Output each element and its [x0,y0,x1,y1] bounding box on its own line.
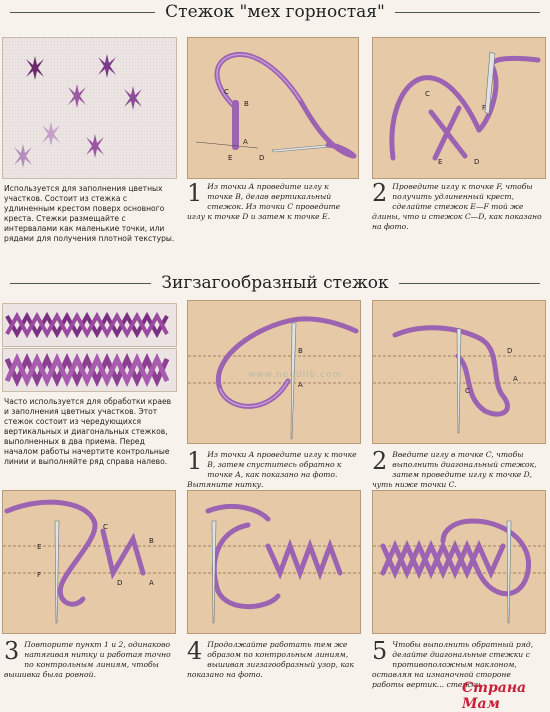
zigzag-step3-number: 3 [4,637,20,665]
section2-description: Часто используется для обработки краев и заполнения цветных участков. Этот стежок состоит из чередующихся вертикальных и диагональных стежков, выполненных в два приема. Перед началом работы начертите контрольные линии и выполняйте ряд справа налево. [4,397,172,466]
ermine-step2-photo [372,37,546,179]
zigzag-sample-photo-top [2,303,177,347]
point-label-d: D [259,154,265,162]
zigzag-sample-photo-bottom [2,348,177,392]
zigzag-step4-illustration [188,491,360,633]
title-rule-left [10,12,155,13]
point-label-a: A [298,381,303,389]
zigzag-step2-number: 2 [372,447,388,475]
zigzag-step2-illustration [373,301,545,443]
ermine-step1-photo [187,37,359,179]
section2-title: Зигзагообразный стежок [161,273,389,293]
zigzag-step5-text: Чтобы выполнить обратный ряд, делайте диагональные стежки с противоположным наклоном, оставляя на изнаночной стороне работы вертик... стежки. [372,640,534,689]
zigzag-step2-photo [372,300,546,444]
zigzag-step2-caption [372,447,542,490]
ermine-step2-illustration [373,38,545,178]
ermine-step2-caption [372,179,542,232]
watermark: www.needlib.com [248,370,343,380]
point-label-b: B [244,100,249,108]
zigzag-band-illustration [3,304,176,346]
ermine-stitch-photo [2,37,177,179]
point-label-d: D [507,347,513,355]
zigzag-step5-number: 5 [372,637,388,665]
zigzag-step2-text: Введите иглу в точке C, чтобы выполнить диагональный стежок, затем проведите иглу к точке D, чуть ниже точки C. [372,450,537,489]
section1-description: Используется для заполнения цветных участков. Состоит из стежка с удлиненным крестом поверх основного креста. Стежки размещайте с интервалами как маленькие точки, или рядами для получения плотной текстуры. [4,184,175,243]
ermine-step1-text: Из точки A проведите иглу к точке B, делав вертикальный стежок. Из точки C проведите иглу к точке D и затем к точке E. [187,182,341,221]
point-label-e: E [228,154,233,162]
ermine-step1-illustration [188,38,358,178]
point-label-c: C [103,523,108,531]
ermine-step2-number: 2 [372,179,388,207]
zigzag-step1-text: Из точки A проведите иглу к точке B, затем спуститесь обратно к точке A, как показано на фото. Вытяните нитку. [187,450,357,489]
point-label-e: E [438,158,443,166]
point-label-b: B [149,537,154,545]
zigzag-step5-photo [372,490,546,634]
title-rule-right [395,12,540,13]
zigzag-step3-illustration [3,491,175,633]
zigzag-step5-illustration [373,491,545,633]
point-label-c: C [224,88,229,96]
section2-title-bar [0,272,550,294]
section1-title-bar [0,2,550,22]
ermine-step1-caption [187,179,355,222]
point-label-a: A [149,579,154,587]
ermine-stitch-sample-illustration [3,38,176,178]
point-label-d: D [117,579,123,587]
title-rule-right [399,283,540,284]
zigzag-step1-caption [187,447,357,490]
zigzag-step4-number: 4 [187,637,203,665]
point-label-a: A [513,375,518,383]
zigzag-step3-caption [4,637,174,680]
point-label-f: F [482,104,487,112]
zigzag-step3-photo [2,490,176,634]
title-rule-left [10,283,151,284]
point-label-d: D [474,158,480,166]
point-label-c: C [425,90,430,98]
point-label-b: B [298,347,303,355]
ermine-step2-text: Проведите иглу к точке F, чтобы получить удлиненный крест, сделайте стежок E—F той же длины, что и стежок C—D, как показано на фото. [372,182,542,231]
point-label-c: C [465,387,470,395]
point-label-e: E [37,543,42,551]
ermine-step1-number: 1 [187,179,203,207]
section1-title: Стежок "мех горностая" [165,2,385,22]
zigzag-step4-photo [187,490,361,634]
zigzag-band-illustration [3,349,176,391]
zigzag-step4-caption [187,637,357,680]
point-label-a: A [243,138,248,146]
zigzag-step3-text: Повторите пункт 1 и 2, одинаково натягивая нитку и работая точно по контрольным линиям, чтобы вышивка была ровной. [4,640,171,679]
zigzag-step1-number: 1 [187,447,203,475]
zigzag-step4-text: Продолжайте работать тем же образом по контрольным линиям, вышивая зигзагообразный узор, как показано на фото. [187,640,354,679]
site-logo: Страна Мам [462,680,527,712]
point-label-f: F [37,571,42,579]
